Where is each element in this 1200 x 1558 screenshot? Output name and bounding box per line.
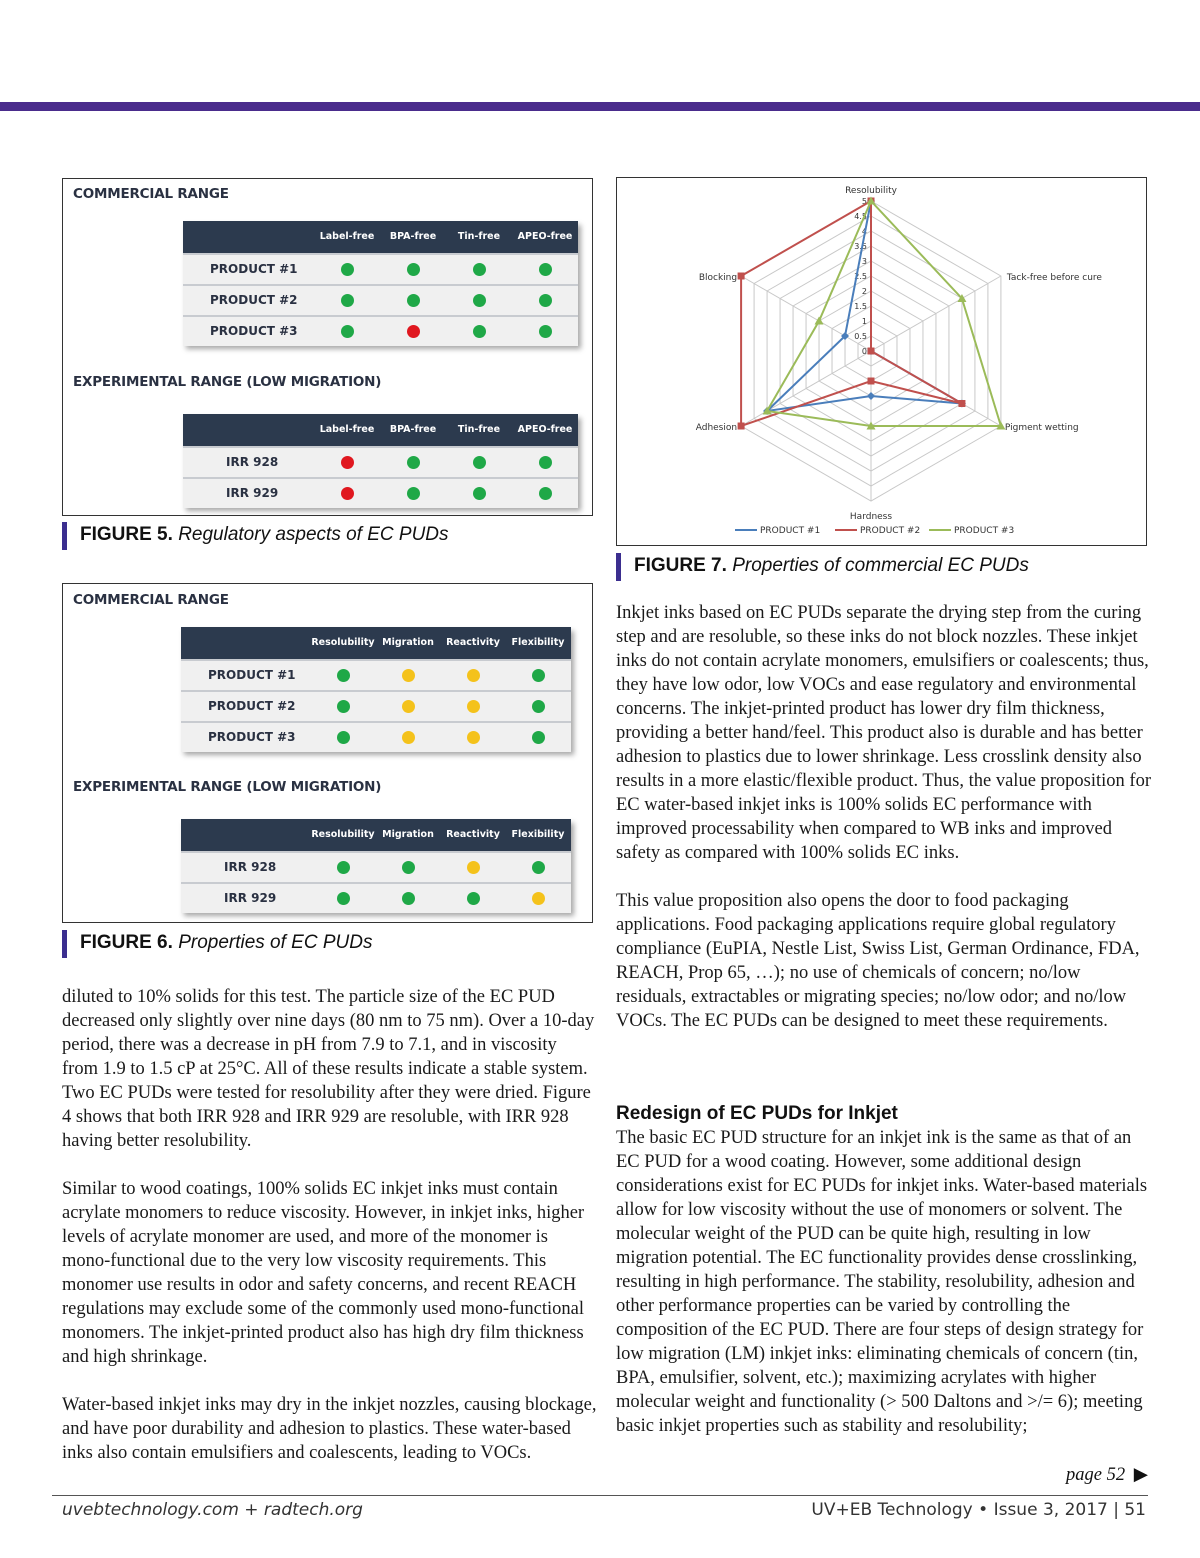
column-header: Flexibility (511, 637, 565, 648)
tick-label: 4 (861, 227, 867, 236)
status-dot-yellow (532, 892, 545, 905)
status-dot-red (341, 456, 354, 469)
table-row (181, 659, 571, 690)
footer-rule (52, 1495, 1148, 1496)
axis-label: Pigment wetting (1004, 423, 1079, 433)
tick-label: 2 (861, 287, 867, 296)
table-header (181, 819, 571, 851)
table-header (181, 627, 571, 659)
status-dot-yellow (402, 700, 415, 713)
experimental-range-title: EXPERIMENTAL RANGE (LOW MIGRATION) (73, 779, 382, 795)
status-dot-green (532, 669, 545, 682)
row-label: PRODUCT #2 (208, 699, 296, 713)
data-point (868, 378, 875, 385)
status-dot-green (341, 263, 354, 276)
status-dot-green (337, 731, 350, 744)
experimental-table (183, 414, 578, 507)
status-dot-green (467, 892, 480, 905)
data-point (867, 392, 875, 400)
column-header: Label-free (319, 231, 375, 242)
row-label: IRR 928 (224, 860, 277, 874)
legend-label: PRODUCT #2 (860, 526, 921, 536)
column-header: Migration (382, 637, 434, 648)
play-arrow-icon: ▶ (1133, 1465, 1148, 1485)
status-dot-green (341, 325, 354, 338)
status-dot-green (539, 263, 552, 276)
right-column-text (616, 601, 1152, 1033)
column-header: Tin-free (457, 231, 501, 242)
status-dot-green (532, 861, 545, 874)
column-header: Reactivity (446, 637, 500, 648)
experimental-table (181, 819, 571, 912)
column-header: Reactivity (446, 829, 500, 840)
status-dot-green (473, 263, 486, 276)
radar-chart (617, 178, 1145, 544)
column-header: Flexibility (511, 829, 565, 840)
tick-label: 4.5 (854, 212, 867, 221)
column-header: APEO-free (517, 424, 573, 435)
tick-label: 5 (861, 197, 867, 206)
page-continue-link[interactable] (1066, 1464, 1148, 1486)
column-header: BPA-free (389, 231, 437, 242)
figure-6-box (62, 583, 593, 923)
table-header (183, 414, 578, 446)
column-header: APEO-free (517, 231, 573, 242)
status-dot-yellow (402, 669, 415, 682)
row-label: IRR 929 (226, 486, 279, 500)
legend-label: PRODUCT #1 (760, 526, 821, 536)
table-row (183, 284, 578, 315)
row-label: PRODUCT #1 (208, 668, 296, 682)
caption-accent-bar (62, 930, 67, 958)
table-row (183, 446, 578, 477)
data-point (815, 317, 824, 325)
table-row (181, 690, 571, 721)
status-dot-green (402, 892, 415, 905)
status-dot-red (341, 487, 354, 500)
caption-accent-bar (616, 553, 621, 581)
figure-6-caption: FIGURE 6. Properties of EC PUDs (62, 932, 372, 954)
figure-5-box (62, 178, 593, 516)
row-label: IRR 929 (224, 891, 277, 905)
axis-label: Tack-free before cure (1006, 273, 1102, 283)
axis-label: Adhesion (695, 423, 738, 433)
footer-issue: UV+EB Technology • Issue 3, 2017 | 51 (811, 1500, 1146, 1520)
tick-label: 0.5 (854, 332, 867, 341)
status-dot-green (532, 700, 545, 713)
column-header: Label-free (319, 424, 375, 435)
status-dot-yellow (467, 669, 480, 682)
tick-label: 2.5 (854, 272, 867, 281)
paragraph: This value proposition also opens the door to food packaging applications. Food packaging applications require global regulatory compliance (EuPIA, Nestle List, Swiss List, German Ordinance, FDA, REACH, Prop 65, …); no use of chemicals of concern; no/low residuals, extractables or migrating species; no/low odor; and no/low VOCs. The EC PUDs can be designed to meet these requirements. (616, 891, 1140, 1031)
tick-label: 1 (861, 317, 867, 326)
commercial-range-title: COMMERCIAL RANGE (73, 592, 229, 608)
status-dot-green (407, 263, 420, 276)
table-row (183, 315, 578, 346)
data-point (738, 273, 745, 280)
status-dot-green (407, 487, 420, 500)
tick-label: 3 (861, 257, 867, 266)
status-dot-green (337, 892, 350, 905)
column-header: Tin-free (457, 424, 501, 435)
tick-label: 0 (861, 347, 867, 356)
status-dot-green (473, 487, 486, 500)
left-column-text (62, 985, 597, 1465)
column-header: BPA-free (389, 424, 437, 435)
status-dot-green (473, 325, 486, 338)
legend-label: PRODUCT #3 (954, 526, 1015, 536)
status-dot-yellow (467, 700, 480, 713)
status-dot-green (341, 294, 354, 307)
table-row (183, 253, 578, 284)
data-point (868, 348, 875, 355)
tick-label: 3.5 (854, 242, 867, 251)
status-dot-green (337, 861, 350, 874)
row-label: PRODUCT #1 (210, 262, 298, 276)
page-continue-label: page 52 (1066, 1465, 1126, 1485)
status-dot-green (407, 456, 420, 469)
row-label: PRODUCT #3 (210, 324, 298, 338)
status-dot-green (539, 325, 552, 338)
status-dot-yellow (467, 861, 480, 874)
table-row (181, 882, 571, 913)
status-dot-green (473, 294, 486, 307)
status-dot-yellow (467, 731, 480, 744)
header-accent-bar (0, 102, 1200, 111)
status-dot-green (532, 731, 545, 744)
section-text (616, 1126, 1152, 1438)
status-dot-green (337, 700, 350, 713)
data-point (958, 400, 965, 407)
status-dot-green (402, 861, 415, 874)
table-header (183, 221, 578, 253)
row-label: PRODUCT #2 (210, 293, 298, 307)
commercial-range-title: COMMERCIAL RANGE (73, 186, 229, 202)
axis-label: Hardness (849, 512, 893, 522)
status-dot-yellow (402, 731, 415, 744)
status-dot-green (539, 456, 552, 469)
commercial-table (183, 221, 578, 345)
paragraph: Similar to wood coatings, 100% solids EC inkjet inks must contain acrylate monomers to reduce viscosity. However, in inkjet inks, higher levels of acrylate monomer are used, and more of the monomer is mono-functional due to the very low viscosity requirements. This monomer use results in odor and safety concerns, and recent REACH regulations may exclude some of the commonly used mono-functional monomers. The inkjet-printed product also has high dry film thickness and high shrinkage. (62, 1179, 585, 1367)
axis-label: Resolubility (845, 186, 897, 196)
figure-7-box (616, 177, 1147, 546)
status-dot-red (407, 325, 420, 338)
table-row (183, 477, 578, 508)
experimental-range-title: EXPERIMENTAL RANGE (LOW MIGRATION) (73, 374, 382, 390)
paragraph: The basic EC PUD structure for an inkjet ink is the same as that of an EC PUD for a wood coating. However, some additional design considerations exist for EC PUDs for inkjet inks. Water-based materials allow for low viscosity without the use of monomers or solvent. The molecular weight of the PUD can be quite high, resulting in low migration potential. The EC functionality provides dense crosslinking, resulting in high performance. The stability, resolubility, adhesion and other performance properties can be varied by controlling the composition of the EC PUD. There are four steps of design strategy for low migration (LM) inkjet inks: eliminating chemicals of concern (tin, BPA, emulsifier, solvent, etc.); maximizing acrylates with higher molecular weight and functionality (> 500 Daltons and >/= 6); meeting basic inkjet properties such as stability and resolubility; (616, 1128, 1148, 1436)
tick-label: 1.5 (854, 302, 867, 311)
paragraph: Inkjet inks based on EC PUDs separate the drying step from the curing step and are resoluble, so these inks do not block nozzles. These inkjet inks do not contain acrylate monomers, emulsifiers or coalescents; thus, they have low odor, low VOCs and ease regulatory and environmental concerns. The inkjet-printed product has lower dry film thickness, providing a better hand/feel. This product also is durable and has better adhesion to plastics due to lower shrinkage. Less crosslink density also results in a more elastic/flexible product. Thus, the value proposition for EC water-based inkjet inks is 100% solids EC performance with improved processability when compared to WB inks and improved safety as compared with 100% solids EC inks. (616, 603, 1152, 863)
data-point (738, 423, 745, 430)
status-dot-green (539, 487, 552, 500)
row-label: PRODUCT #3 (208, 730, 296, 744)
column-header: Resolubility (311, 637, 375, 648)
status-dot-green (407, 294, 420, 307)
paragraph: diluted to 10% solids for this test. The particle size of the EC PUD decreased only slightly over nine days (80 nm to 75 nm). Over a 10-day period, there was a decrease in pH from 7.9 to 7.1, and in viscosity from 1.9 to 1.5 cP at 25°C. All of these results indicate a stable system. Two EC PUDs were tested for resolubility after they were dried. Figure 4 shows that both IRR 928 and IRR 929 are resoluble, with IRR 928 having better resolubility. (62, 987, 595, 1151)
status-dot-green (539, 294, 552, 307)
status-dot-green (337, 669, 350, 682)
column-header: Resolubility (311, 829, 375, 840)
footer-websites: uvebtechnology.com + radtech.org (62, 1500, 363, 1520)
table-row (181, 851, 571, 882)
commercial-table (181, 627, 571, 751)
figure-7-caption: FIGURE 7. Properties of commercial EC PUDs (616, 555, 1029, 577)
column-header: Migration (382, 829, 434, 840)
figure-5-caption: FIGURE 5. Regulatory aspects of EC PUDs (62, 524, 449, 546)
section-heading: Redesign of EC PUDs for Inkjet (616, 1103, 898, 1124)
row-label: IRR 928 (226, 455, 279, 469)
axis-label: Blocking (698, 273, 738, 283)
caption-accent-bar (62, 522, 67, 550)
status-dot-green (473, 456, 486, 469)
paragraph: Water-based inkjet inks may dry in the inkjet nozzles, causing blockage, and have poor durability and adhesion to plastics. These water-based inks also contain emulsifiers and coalescents, leading to VOCs. (62, 1395, 597, 1463)
table-row (181, 721, 571, 752)
